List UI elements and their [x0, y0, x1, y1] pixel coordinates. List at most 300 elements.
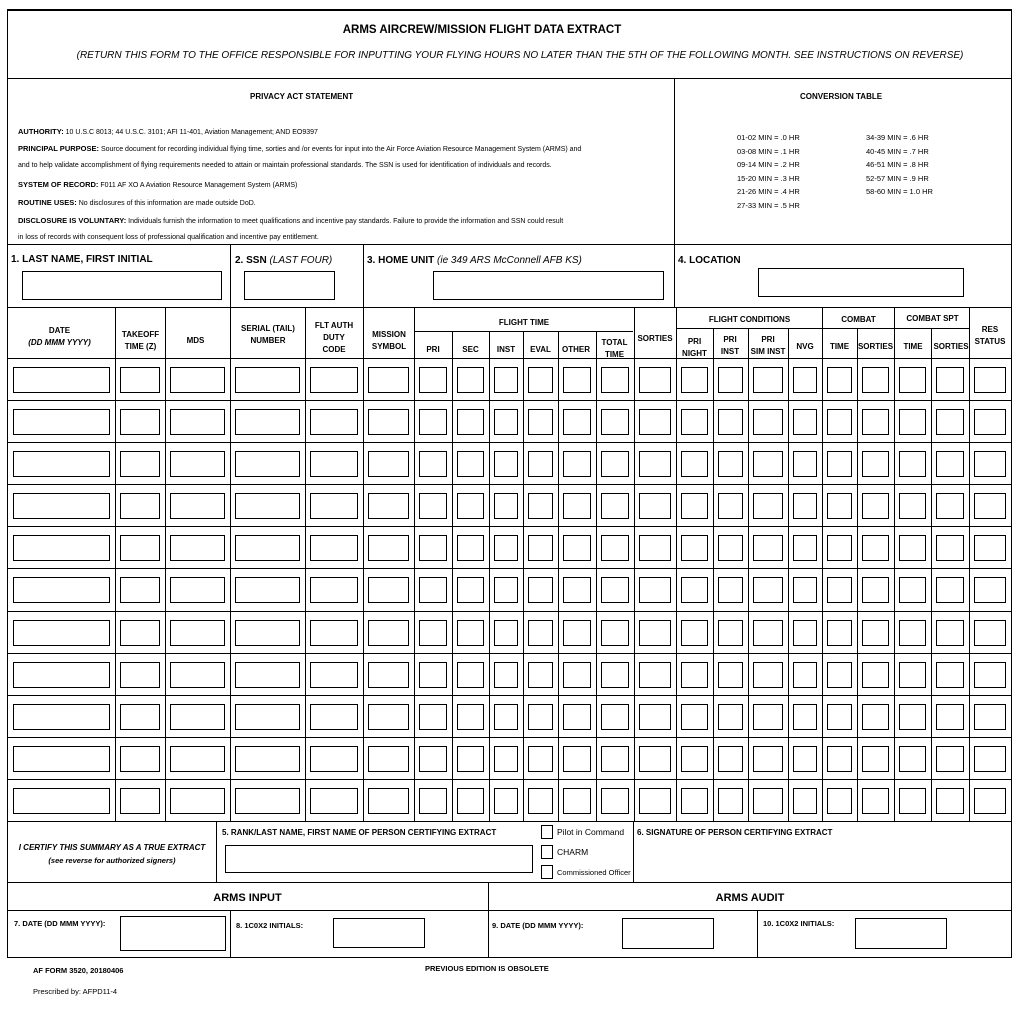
pri-night-cell-input[interactable]: [681, 535, 708, 561]
eval-cell-input[interactable]: [528, 409, 553, 435]
spt-time-cell-input[interactable]: [899, 704, 926, 730]
combat-time-cell-input[interactable]: [827, 493, 852, 519]
col-fltauth-header: [306, 320, 362, 356]
spt-sorties-cell-input[interactable]: [936, 367, 964, 393]
res-status-cell-input[interactable]: [974, 662, 1006, 688]
serial-cell-input[interactable]: [235, 367, 300, 393]
pri-night-cell-input[interactable]: [681, 493, 708, 519]
flt-auth-cell-input[interactable]: [310, 409, 358, 435]
column-divider: [414, 307, 415, 821]
field-9-label: 9. DATE (DD MMM YYYY):: [492, 921, 584, 930]
date-cell-input[interactable]: [13, 493, 110, 519]
inst-cell-input[interactable]: [494, 535, 518, 561]
inst-cell-input[interactable]: [494, 662, 518, 688]
combat-sorties-cell-input[interactable]: [862, 620, 889, 646]
spt-time-cell-input[interactable]: [899, 577, 926, 603]
combat-time-cell-input[interactable]: [827, 409, 852, 435]
total-cell-input[interactable]: [601, 788, 629, 814]
pri-sim-cell-input[interactable]: [753, 788, 783, 814]
arms-audit-title: ARMS AUDIT: [715, 892, 785, 904]
pri-cell-input[interactable]: [419, 788, 447, 814]
pri-inst-cell-input[interactable]: [718, 451, 743, 477]
takeoff-cell-input[interactable]: [120, 704, 160, 730]
mds-cell-input[interactable]: [170, 704, 225, 730]
pri-sim-cell-input[interactable]: [753, 367, 783, 393]
sorties-cell-input[interactable]: [639, 577, 671, 603]
pilot-in-command-checkbox[interactable]: [541, 825, 553, 839]
mds-cell-input[interactable]: [170, 662, 225, 688]
col-pri-header: PRI: [426, 345, 440, 354]
spt-sorties-cell-input[interactable]: [936, 662, 964, 688]
eval-cell-input[interactable]: [528, 746, 553, 772]
takeoff-cell-input[interactable]: [120, 577, 160, 603]
total-cell-input[interactable]: [601, 367, 629, 393]
combat-sorties-cell-input[interactable]: [862, 535, 889, 561]
mission-cell-input[interactable]: [368, 367, 409, 393]
sec-cell-input[interactable]: [457, 367, 484, 393]
res-status-cell-input[interactable]: [974, 620, 1006, 646]
last-name-input[interactable]: [22, 271, 222, 300]
takeoff-cell-input[interactable]: [120, 409, 160, 435]
row-divider: [7, 484, 1012, 485]
other-cell-input[interactable]: [563, 493, 591, 519]
flt-auth-cell-input[interactable]: [310, 577, 358, 603]
commissioned-officer-checkbox[interactable]: [541, 865, 553, 879]
combat-sorties-cell-input[interactable]: [862, 409, 889, 435]
combat-time-cell-input[interactable]: [827, 535, 852, 561]
nvg-cell-input[interactable]: [793, 409, 817, 435]
flt-auth-cell-input[interactable]: [310, 493, 358, 519]
disclosure-label: DISCLOSURE IS VOLUNTARY:: [18, 216, 127, 225]
flt-auth-cell-input[interactable]: [310, 367, 358, 393]
other-cell-input[interactable]: [563, 409, 591, 435]
total-cell-input[interactable]: [601, 577, 629, 603]
inst-cell-input[interactable]: [494, 409, 518, 435]
pri-inst-cell-input[interactable]: [718, 577, 743, 603]
eval-cell-input[interactable]: [528, 620, 553, 646]
res-status-cell-input[interactable]: [974, 367, 1006, 393]
spt-time-cell-input[interactable]: [899, 535, 926, 561]
column-divider: [634, 307, 635, 821]
res-status-cell-input[interactable]: [974, 704, 1006, 730]
res-status-cell-input[interactable]: [974, 788, 1006, 814]
total-cell-input[interactable]: [601, 409, 629, 435]
res-status-cell-input[interactable]: [974, 493, 1006, 519]
pri-sim-cell-input[interactable]: [753, 493, 783, 519]
serial-cell-input[interactable]: [235, 746, 300, 772]
sorties-cell-input[interactable]: [639, 620, 671, 646]
sec-cell-input[interactable]: [457, 535, 484, 561]
spt-time-cell-input[interactable]: [899, 409, 926, 435]
form-number: AF FORM 3520, 20180406: [33, 966, 124, 975]
combat-sorties-cell-input[interactable]: [862, 451, 889, 477]
mds-cell-input[interactable]: [170, 620, 225, 646]
pri-sim-cell-input[interactable]: [753, 535, 783, 561]
mds-cell-input[interactable]: [170, 535, 225, 561]
date-cell-input[interactable]: [13, 704, 110, 730]
takeoff-cell-input[interactable]: [120, 746, 160, 772]
total-cell-input[interactable]: [601, 746, 629, 772]
pri-inst-cell-input[interactable]: [718, 788, 743, 814]
divider: [363, 244, 364, 307]
sorties-cell-input[interactable]: [639, 409, 671, 435]
pri-inst-cell-input[interactable]: [718, 662, 743, 688]
combat-time-cell-input[interactable]: [827, 620, 852, 646]
pri-cell-input[interactable]: [419, 535, 447, 561]
mission-cell-input[interactable]: [368, 662, 409, 688]
pri-sim-cell-input[interactable]: [753, 746, 783, 772]
mission-cell-input[interactable]: [368, 451, 409, 477]
eval-cell-input[interactable]: [528, 535, 553, 561]
col-serial-label-2: NUMBER: [250, 336, 286, 345]
mission-cell-input[interactable]: [368, 535, 409, 561]
combat-time-cell-input[interactable]: [827, 704, 852, 730]
date-cell-input[interactable]: [13, 788, 110, 814]
serial-cell-input[interactable]: [235, 577, 300, 603]
total-cell-input[interactable]: [601, 493, 629, 519]
sec-cell-input[interactable]: [457, 788, 484, 814]
signature-area[interactable]: [637, 840, 1009, 880]
date-cell-input[interactable]: [13, 409, 110, 435]
res-status-cell-input[interactable]: [974, 746, 1006, 772]
row-divider: [7, 526, 1012, 527]
other-cell-input[interactable]: [563, 746, 591, 772]
other-cell-input[interactable]: [563, 535, 591, 561]
sorties-cell-input[interactable]: [639, 367, 671, 393]
other-cell-input[interactable]: [563, 577, 591, 603]
pri-sim-cell-input[interactable]: [753, 662, 783, 688]
divider: [7, 307, 1012, 308]
audit-initials-field[interactable]: [855, 918, 947, 949]
home-unit-input[interactable]: [433, 271, 664, 300]
combat-sorties-cell-input[interactable]: [862, 662, 889, 688]
inst-cell-input[interactable]: [494, 746, 518, 772]
flt-auth-cell-input[interactable]: [310, 662, 358, 688]
res-status-cell-input[interactable]: [974, 451, 1006, 477]
prescribed-by: Prescribed by: AFPD11-4: [33, 987, 118, 996]
sorties-cell-input[interactable]: [639, 493, 671, 519]
conversion-row: 01-02 MIN = .0 HR: [737, 133, 800, 142]
col-other-header: OTHER: [562, 345, 590, 354]
ssn-input[interactable]: [244, 271, 335, 300]
field-2-hint: (LAST FOUR): [269, 255, 333, 266]
inst-cell-input[interactable]: [494, 451, 518, 477]
spt-time-cell-input[interactable]: [899, 788, 926, 814]
flt-auth-cell-input[interactable]: [310, 788, 358, 814]
flt-auth-cell-input[interactable]: [310, 535, 358, 561]
sorties-cell-input[interactable]: [639, 451, 671, 477]
pri-night-cell-input[interactable]: [681, 788, 708, 814]
spt-sorties-cell-input[interactable]: [936, 451, 964, 477]
pri-cell-input[interactable]: [419, 367, 447, 393]
flt-auth-cell-input[interactable]: [310, 620, 358, 646]
combat-sorties-cell-input[interactable]: [862, 493, 889, 519]
sorties-cell-input[interactable]: [639, 535, 671, 561]
nvg-cell-input[interactable]: [793, 451, 817, 477]
inst-cell-input[interactable]: [494, 577, 518, 603]
pri-sim-cell-input[interactable]: [753, 451, 783, 477]
total-cell-input[interactable]: [601, 620, 629, 646]
takeoff-cell-input[interactable]: [120, 451, 160, 477]
inst-cell-input[interactable]: [494, 493, 518, 519]
nvg-cell-input[interactable]: [793, 788, 817, 814]
other-cell-input[interactable]: [563, 451, 591, 477]
pri-night-cell-input[interactable]: [681, 746, 708, 772]
combat-time-cell-input[interactable]: [827, 577, 852, 603]
mds-cell-input[interactable]: [170, 367, 225, 393]
other-cell-input[interactable]: [563, 662, 591, 688]
date-cell-input[interactable]: [13, 535, 110, 561]
combat-time-cell-input[interactable]: [827, 662, 852, 688]
takeoff-cell-input[interactable]: [120, 493, 160, 519]
inst-cell-input[interactable]: [494, 367, 518, 393]
purpose-line-2: [18, 162, 552, 169]
serial-cell-input[interactable]: [235, 620, 300, 646]
pri-night-cell-input[interactable]: [681, 451, 708, 477]
col-serial-header: [232, 323, 304, 347]
mds-cell-input[interactable]: [170, 746, 225, 772]
res-status-cell-input[interactable]: [974, 577, 1006, 603]
input-initials-field[interactable]: [333, 918, 425, 948]
column-divider: [165, 307, 166, 821]
res-status-cell-input[interactable]: [974, 535, 1006, 561]
nvg-cell-input[interactable]: [793, 746, 817, 772]
eval-cell-input[interactable]: [528, 788, 553, 814]
other-cell-input[interactable]: [563, 788, 591, 814]
pri-inst-cell-input[interactable]: [718, 535, 743, 561]
mission-cell-input[interactable]: [368, 493, 409, 519]
serial-cell-input[interactable]: [235, 451, 300, 477]
combat-time-cell-input[interactable]: [827, 746, 852, 772]
pri-inst-cell-input[interactable]: [718, 493, 743, 519]
field-2-label: [235, 255, 332, 266]
flt-auth-cell-input[interactable]: [310, 451, 358, 477]
spt-sorties-cell-input[interactable]: [936, 746, 964, 772]
flt-auth-cell-input[interactable]: [310, 746, 358, 772]
spt-sorties-cell-input[interactable]: [936, 620, 964, 646]
eval-cell-input[interactable]: [528, 367, 553, 393]
spt-time-cell-input[interactable]: [899, 746, 926, 772]
date-cell-input[interactable]: [13, 746, 110, 772]
serial-cell-input[interactable]: [235, 493, 300, 519]
takeoff-cell-input[interactable]: [120, 662, 160, 688]
column-divider: [713, 328, 714, 821]
field-6-label: 6. SIGNATURE OF PERSON CERTIFYING EXTRACT: [637, 828, 833, 837]
other-cell-input[interactable]: [563, 367, 591, 393]
sec-cell-input[interactable]: [457, 577, 484, 603]
total-cell-input[interactable]: [601, 662, 629, 688]
certifier-name-input[interactable]: [225, 845, 533, 873]
mission-cell-input[interactable]: [368, 788, 409, 814]
form-title: ARMS AIRCREW/MISSION FLIGHT DATA EXTRACT: [342, 24, 622, 36]
combat-sorties-cell-input[interactable]: [862, 746, 889, 772]
spt-sorties-cell-input[interactable]: [936, 493, 964, 519]
pri-inst-cell-input[interactable]: [718, 367, 743, 393]
col-total-label-2: TIME: [604, 350, 625, 359]
other-cell-input[interactable]: [563, 620, 591, 646]
col-takeoff-label: TAKEOFF: [121, 330, 160, 339]
sorties-cell-input[interactable]: [639, 704, 671, 730]
conversion-title: CONVERSION TABLE: [800, 92, 883, 101]
nvg-cell-input[interactable]: [793, 577, 817, 603]
nvg-cell-input[interactable]: [793, 620, 817, 646]
date-cell-input[interactable]: [13, 620, 110, 646]
column-divider: [788, 328, 789, 821]
spt-time-cell-input[interactable]: [899, 620, 926, 646]
spt-sorties-cell-input[interactable]: [936, 409, 964, 435]
mds-cell-input[interactable]: [170, 577, 225, 603]
other-cell-input[interactable]: [563, 704, 591, 730]
mission-cell-input[interactable]: [368, 620, 409, 646]
pri-night-cell-input[interactable]: [681, 409, 708, 435]
takeoff-cell-input[interactable]: [120, 367, 160, 393]
spt-time-cell-input[interactable]: [899, 662, 926, 688]
row-divider: [7, 611, 1012, 612]
sorties-cell-input[interactable]: [639, 788, 671, 814]
pri-night-cell-input[interactable]: [681, 367, 708, 393]
pri-cell-input[interactable]: [419, 704, 447, 730]
column-divider: [931, 328, 932, 821]
charm-label: CHARM: [557, 847, 589, 857]
pri-inst-cell-input[interactable]: [718, 409, 743, 435]
sec-cell-input[interactable]: [457, 409, 484, 435]
eval-cell-input[interactable]: [528, 662, 553, 688]
divider: [674, 244, 675, 307]
pri-cell-input[interactable]: [419, 620, 447, 646]
date-cell-input[interactable]: [13, 451, 110, 477]
total-cell-input[interactable]: [601, 451, 629, 477]
pri-cell-input[interactable]: [419, 577, 447, 603]
spt-sorties-cell-input[interactable]: [936, 535, 964, 561]
sec-cell-input[interactable]: [457, 746, 484, 772]
nvg-cell-input[interactable]: [793, 662, 817, 688]
mds-cell-input[interactable]: [170, 788, 225, 814]
spt-sorties-cell-input[interactable]: [936, 704, 964, 730]
location-input[interactable]: [758, 268, 964, 297]
pri-sim-cell-input[interactable]: [753, 704, 783, 730]
spt-time-cell-input[interactable]: [899, 493, 926, 519]
takeoff-cell-input[interactable]: [120, 620, 160, 646]
sec-cell-input[interactable]: [457, 662, 484, 688]
purpose-text-2: and to help validate accomplishment of flying requirements needed to attain or maintain professional standards. The SSN is used for identification of individuals and records.: [18, 162, 552, 169]
charm-checkbox[interactable]: [541, 845, 553, 859]
serial-cell-input[interactable]: [235, 704, 300, 730]
column-divider: [676, 307, 677, 821]
pri-inst-cell-input[interactable]: [718, 620, 743, 646]
sec-cell-input[interactable]: [457, 493, 484, 519]
nvg-cell-input[interactable]: [793, 535, 817, 561]
total-cell-input[interactable]: [601, 535, 629, 561]
input-date-field[interactable]: [120, 916, 226, 951]
sorties-cell-input[interactable]: [639, 746, 671, 772]
eval-cell-input[interactable]: [528, 577, 553, 603]
audit-date-field[interactable]: [622, 918, 714, 949]
conversion-row: 40-45 MIN = .7 HR: [866, 146, 929, 156]
eval-cell-input[interactable]: [528, 493, 553, 519]
date-cell-input[interactable]: [13, 367, 110, 393]
date-cell-input[interactable]: [13, 662, 110, 688]
combat-time-cell-input[interactable]: [827, 788, 852, 814]
mission-cell-input[interactable]: [368, 577, 409, 603]
pri-night-cell-input[interactable]: [681, 620, 708, 646]
pri-night-cell-input[interactable]: [681, 662, 708, 688]
spt-sorties-cell-input[interactable]: [936, 788, 964, 814]
sec-cell-input[interactable]: [457, 620, 484, 646]
spt-time-cell-input[interactable]: [899, 367, 926, 393]
disclosure-line-2: [18, 234, 319, 241]
combat-time-cell-input[interactable]: [827, 367, 852, 393]
serial-cell-input[interactable]: [235, 662, 300, 688]
pri-cell-input[interactable]: [419, 493, 447, 519]
total-cell-input[interactable]: [601, 704, 629, 730]
combat-sorties-cell-input[interactable]: [862, 367, 889, 393]
combat-sorties-cell-input[interactable]: [862, 704, 889, 730]
row-divider: [7, 568, 1012, 569]
mission-cell-input[interactable]: [368, 704, 409, 730]
combat-time-cell-input[interactable]: [827, 451, 852, 477]
eval-cell-input[interactable]: [528, 704, 553, 730]
sec-cell-input[interactable]: [457, 451, 484, 477]
pri-inst-cell-input[interactable]: [718, 704, 743, 730]
inst-cell-input[interactable]: [494, 788, 518, 814]
serial-cell-input[interactable]: [235, 409, 300, 435]
combat-sorties-cell-input[interactable]: [862, 577, 889, 603]
mds-cell-input[interactable]: [170, 493, 225, 519]
mds-cell-input[interactable]: [170, 409, 225, 435]
pri-cell-input[interactable]: [419, 451, 447, 477]
pri-cell-input[interactable]: [419, 662, 447, 688]
serial-cell-input[interactable]: [235, 788, 300, 814]
pri-cell-input[interactable]: [419, 746, 447, 772]
nvg-cell-input[interactable]: [793, 704, 817, 730]
pri-cell-input[interactable]: [419, 409, 447, 435]
takeoff-cell-input[interactable]: [120, 788, 160, 814]
pri-inst-cell-input[interactable]: [718, 746, 743, 772]
col-res-header: [970, 324, 1010, 348]
flt-auth-cell-input[interactable]: [310, 704, 358, 730]
conversion-row: 21-26 MIN = .4 HR: [737, 187, 800, 196]
pri-sim-cell-input[interactable]: [753, 620, 783, 646]
nvg-cell-input[interactable]: [793, 367, 817, 393]
mission-cell-input[interactable]: [368, 409, 409, 435]
sec-cell-input[interactable]: [457, 704, 484, 730]
spt-time-cell-input[interactable]: [899, 451, 926, 477]
column-divider: [894, 307, 895, 821]
takeoff-cell-input[interactable]: [120, 535, 160, 561]
pri-sim-cell-input[interactable]: [753, 409, 783, 435]
eval-cell-input[interactable]: [528, 451, 553, 477]
res-status-cell-input[interactable]: [974, 409, 1006, 435]
column-divider: [305, 307, 306, 821]
inst-cell-input[interactable]: [494, 704, 518, 730]
combat-sorties-cell-input[interactable]: [862, 788, 889, 814]
serial-cell-input[interactable]: [235, 535, 300, 561]
sorties-cell-input[interactable]: [639, 662, 671, 688]
col-total-label: TOTAL: [601, 338, 628, 347]
pri-sim-cell-input[interactable]: [753, 577, 783, 603]
conversion-row: 58-60 MIN = 1.0 HR: [866, 187, 933, 196]
mds-cell-input[interactable]: [170, 451, 225, 477]
mission-cell-input[interactable]: [368, 746, 409, 772]
spt-sorties-cell-input[interactable]: [936, 577, 964, 603]
column-divider: [489, 331, 490, 821]
pri-night-cell-input[interactable]: [681, 577, 708, 603]
pri-night-cell-input[interactable]: [681, 704, 708, 730]
inst-cell-input[interactable]: [494, 620, 518, 646]
nvg-cell-input[interactable]: [793, 493, 817, 519]
date-cell-input[interactable]: [13, 577, 110, 603]
field-10-label: 10. 1C0X2 INITIALS:: [763, 919, 835, 928]
